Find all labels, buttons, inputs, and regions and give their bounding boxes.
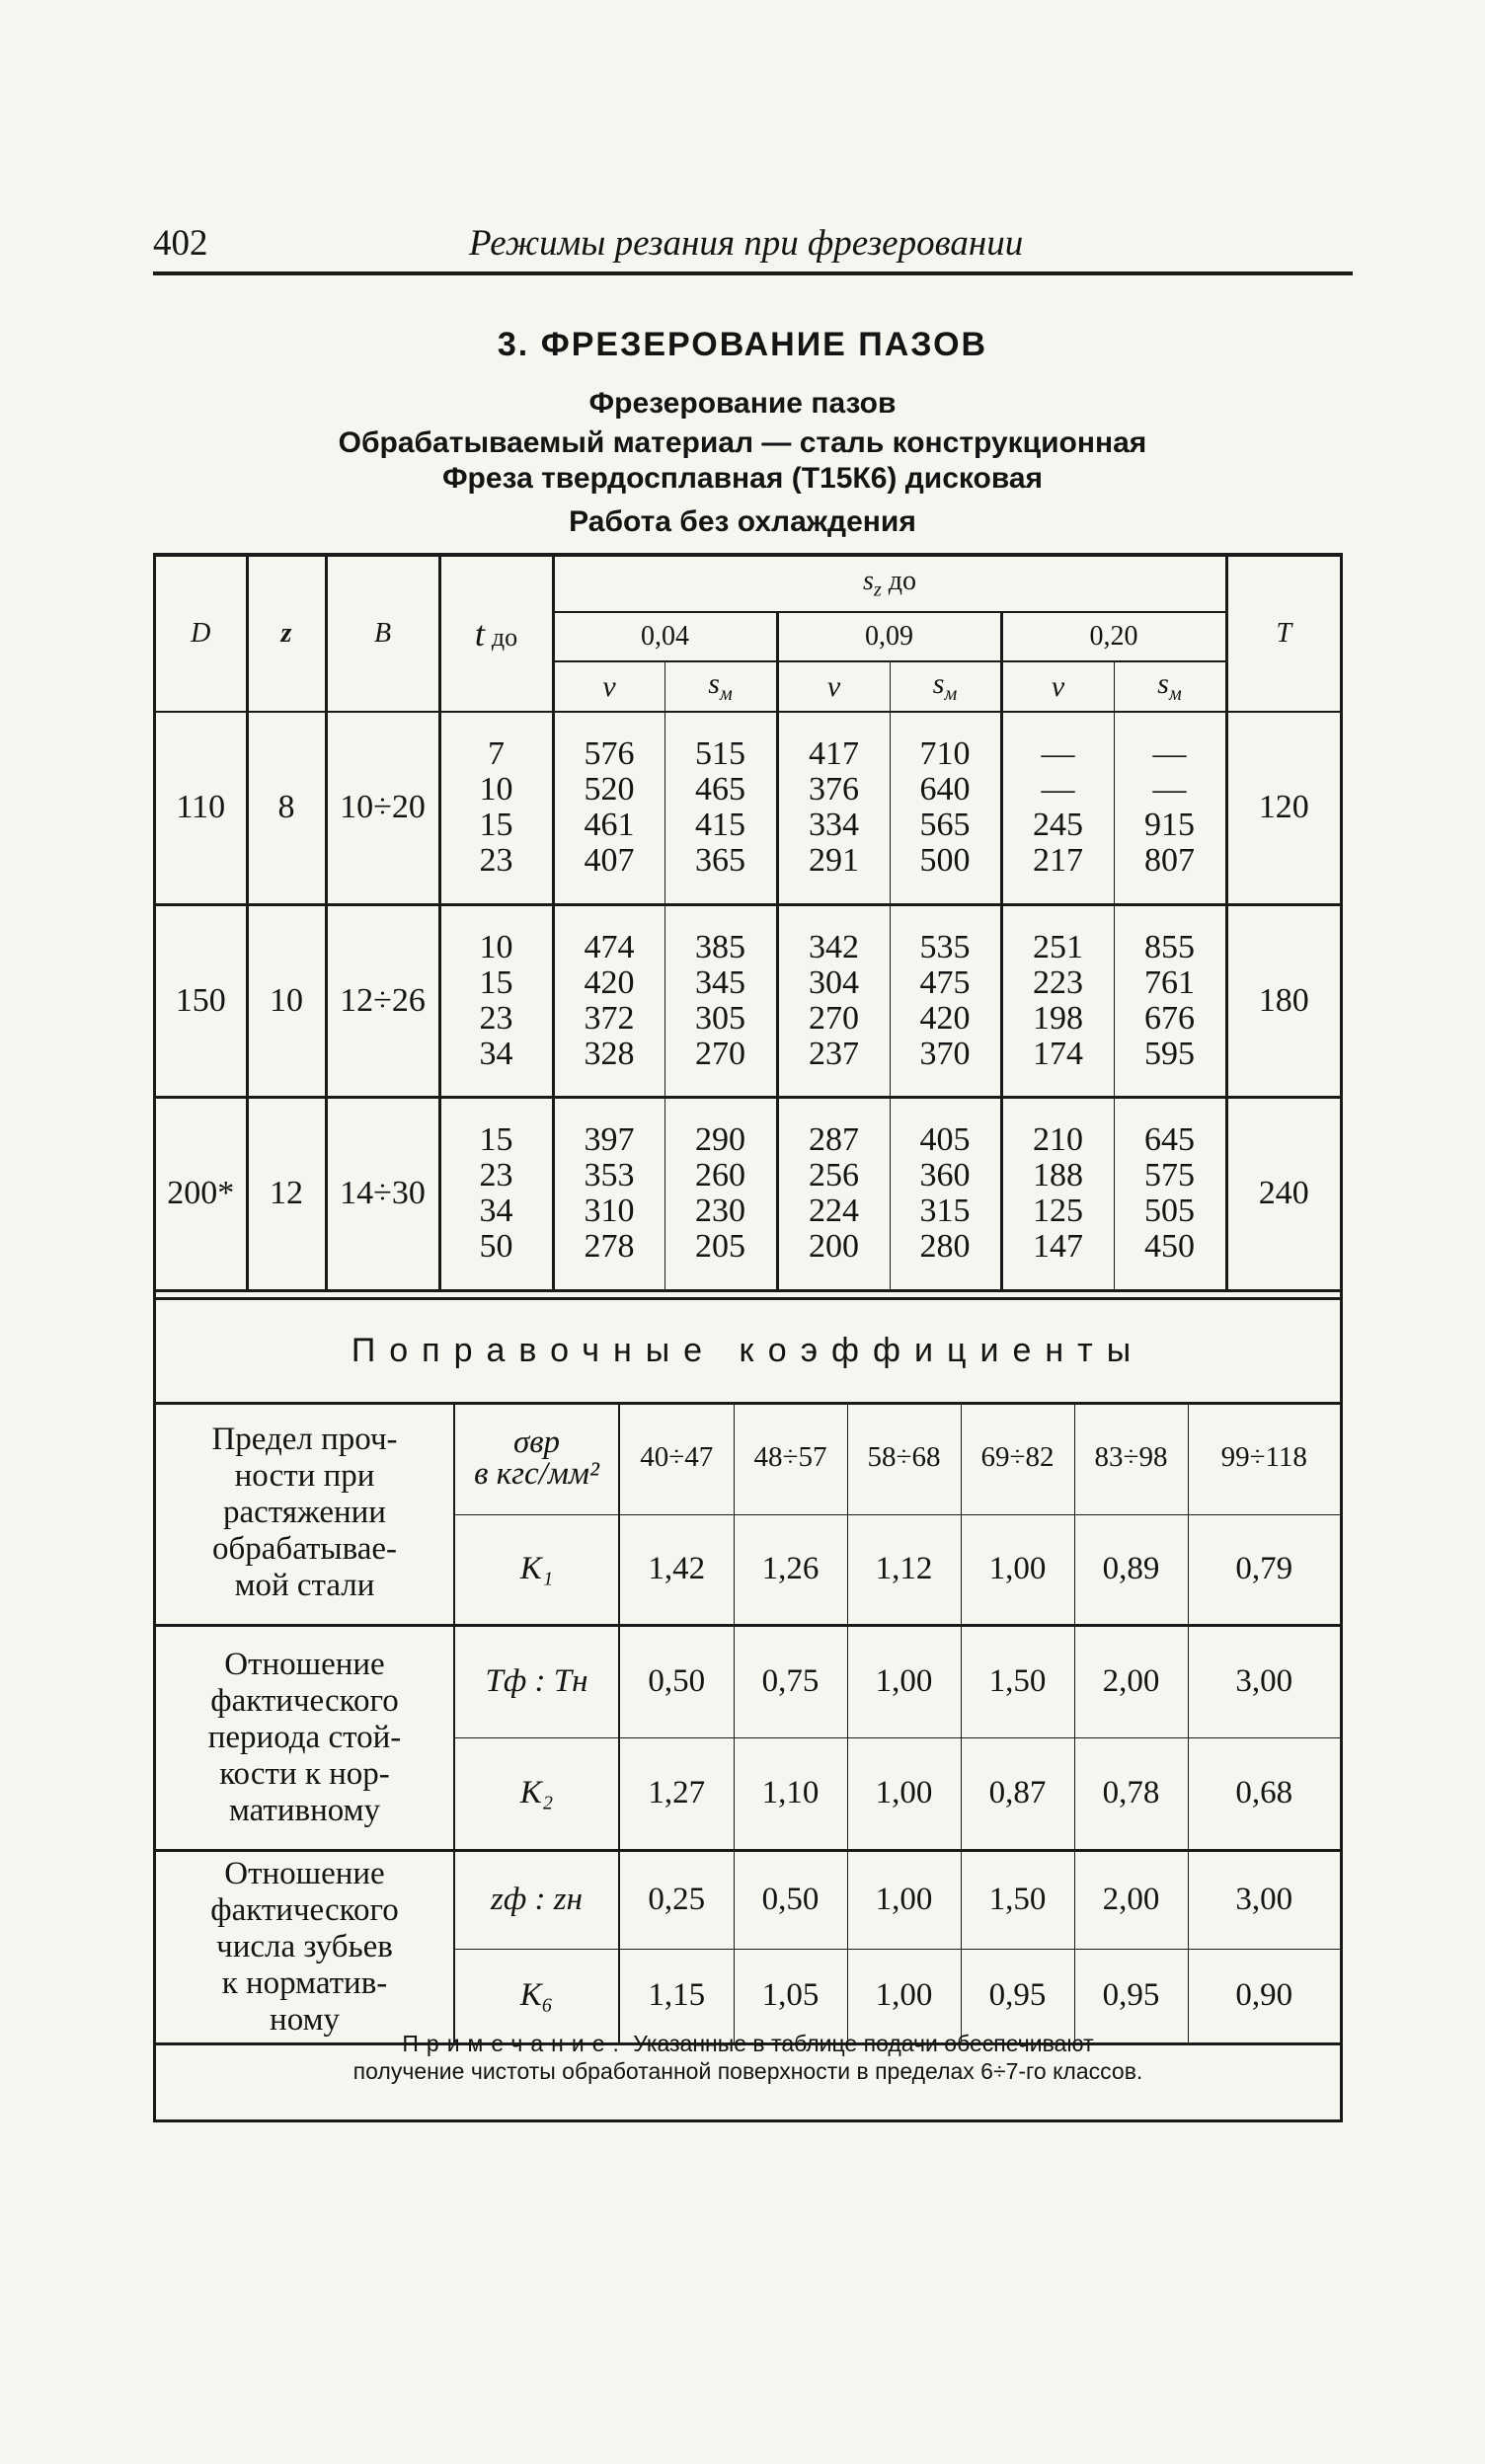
correction-value: 1,05 bbox=[734, 1949, 847, 2043]
table-row bbox=[156, 904, 1340, 1097]
header-sm-symbol: s bbox=[708, 667, 720, 700]
correction-key: K₂ bbox=[454, 1737, 619, 1850]
cell-v: 417 376 334 291 bbox=[777, 712, 890, 904]
correction-key: σвр в кгс/мм² bbox=[454, 1402, 619, 1514]
correction-value: 1,15 bbox=[619, 1949, 734, 2043]
correction-value: 0,95 bbox=[1074, 1949, 1188, 2043]
header-sz bbox=[553, 557, 1226, 612]
cell-sm: 405 360 315 280 bbox=[890, 1097, 1001, 1290]
cell-z: 8 bbox=[247, 712, 326, 904]
header-t-symbol: t bbox=[474, 614, 485, 654]
header-v: v bbox=[777, 661, 890, 712]
correction-value: 40÷47 bbox=[619, 1402, 734, 1514]
correction-row bbox=[156, 1402, 1340, 1514]
correction-value: 0,87 bbox=[961, 1737, 1074, 1850]
correction-value: 0,90 bbox=[1188, 1949, 1340, 2043]
cell-T: 120 bbox=[1226, 712, 1340, 904]
cell-sm: 645 575 505 450 bbox=[1114, 1097, 1226, 1290]
cell-sm: 710 640 565 500 bbox=[890, 712, 1001, 904]
correction-value: 0,79 bbox=[1188, 1514, 1340, 1625]
main-table bbox=[156, 557, 1340, 1292]
correction-value: 2,00 bbox=[1074, 1625, 1188, 1737]
correction-value: 1,50 bbox=[961, 1850, 1074, 1949]
header-t bbox=[439, 557, 553, 712]
cell-t: 10 15 23 34 bbox=[439, 904, 553, 1097]
corrections-table bbox=[156, 1402, 1340, 2045]
corrections-title: Поправочные коэффициенты bbox=[156, 1297, 1340, 1405]
cell-v: 397 353 310 278 bbox=[553, 1097, 664, 1290]
cell-v: 287 256 224 200 bbox=[777, 1097, 890, 1290]
section-subtitle: Фрезерование пазов bbox=[588, 387, 897, 420]
correction-value: 83÷98 bbox=[1074, 1402, 1188, 1514]
material-line: Обрабатываемый материал — сталь конструкционная bbox=[338, 426, 1147, 459]
correction-value: 0,75 bbox=[734, 1625, 847, 1737]
cell-z: 10 bbox=[247, 904, 326, 1097]
correction-value: 1,00 bbox=[847, 1949, 961, 2043]
page-number: 402 bbox=[153, 223, 208, 264]
cell-t: 7 10 15 23 bbox=[439, 712, 553, 904]
header-v: v bbox=[1001, 661, 1114, 712]
cell-v: — — 245 217 bbox=[1001, 712, 1114, 904]
cell-t: 15 23 34 50 bbox=[439, 1097, 553, 1290]
correction-key: K₁ bbox=[454, 1514, 619, 1625]
correction-value: 1,26 bbox=[734, 1514, 847, 1625]
header-sm bbox=[1114, 661, 1226, 712]
cell-v: 474 420 372 328 bbox=[553, 904, 664, 1097]
header-sm-sub: м bbox=[1168, 683, 1182, 705]
header-sm bbox=[664, 661, 777, 712]
section-title: 3. ФРЕЗЕРОВАНИЕ ПАЗОВ bbox=[497, 326, 988, 363]
cutter-line: Фреза твердосплавная (Т15К6) дисковая bbox=[441, 462, 1044, 495]
correction-value: 1,10 bbox=[734, 1737, 847, 1850]
cell-sm: 855 761 676 595 bbox=[1114, 904, 1226, 1097]
cell-sm: — — 915 807 bbox=[1114, 712, 1226, 904]
note-prefix: Примечание. bbox=[402, 2031, 627, 2056]
cooling-line: Работа без охлаждения bbox=[569, 505, 916, 538]
correction-value: 1,42 bbox=[619, 1514, 734, 1625]
correction-value: 0,89 bbox=[1074, 1514, 1188, 1625]
correction-row bbox=[156, 1625, 1340, 1737]
cell-v: 210 188 125 147 bbox=[1001, 1097, 1114, 1290]
correction-value: 3,00 bbox=[1188, 1850, 1340, 1949]
header-sz-suffix: до bbox=[888, 566, 916, 597]
correction-value: 0,50 bbox=[619, 1625, 734, 1737]
cell-B: 10÷20 bbox=[326, 712, 439, 904]
cell-sm: 290 260 230 205 bbox=[664, 1097, 777, 1290]
header-sm-symbol: s bbox=[1157, 667, 1169, 700]
note-line-1 bbox=[156, 2030, 1340, 2057]
correction-value: 99÷118 bbox=[1188, 1402, 1340, 1514]
cell-v: 251 223 198 174 bbox=[1001, 904, 1114, 1097]
correction-value: 69÷82 bbox=[961, 1402, 1074, 1514]
header-v: v bbox=[553, 661, 664, 712]
correction-value: 1,50 bbox=[961, 1625, 1074, 1737]
cell-T: 180 bbox=[1226, 904, 1340, 1097]
correction-value: 0,25 bbox=[619, 1850, 734, 1949]
header-sm-symbol: s bbox=[932, 667, 945, 700]
running-head bbox=[153, 222, 1353, 275]
cell-v: 576 520 461 407 bbox=[553, 712, 664, 904]
correction-label: Отношение фактического числа зубьев к норматив- ному bbox=[156, 1850, 454, 2043]
correction-row bbox=[156, 1850, 1340, 1949]
cell-sm: 385 345 305 270 bbox=[664, 904, 777, 1097]
correction-key: zф : zн bbox=[454, 1850, 619, 1949]
header-sz-symbol: s bbox=[863, 566, 874, 597]
cell-D: 110 bbox=[156, 712, 247, 904]
correction-value: 1,27 bbox=[619, 1737, 734, 1850]
header-z: z bbox=[247, 557, 326, 712]
cell-D: 200* bbox=[156, 1097, 247, 1290]
correction-value: 48÷57 bbox=[734, 1402, 847, 1514]
correction-value: 1,00 bbox=[847, 1625, 961, 1737]
feed-group: 0,09 bbox=[777, 612, 1001, 661]
correction-key: Tф : Tн bbox=[454, 1625, 619, 1737]
cell-sm: 515 465 415 365 bbox=[664, 712, 777, 904]
correction-value: 2,00 bbox=[1074, 1850, 1188, 1949]
correction-value: 3,00 bbox=[1188, 1625, 1340, 1737]
correction-label: Отношение фактического периода стой- кости к нор- мативному bbox=[156, 1625, 454, 1850]
cell-v: 342 304 270 237 bbox=[777, 904, 890, 1097]
header-sm-sub: м bbox=[944, 683, 958, 705]
correction-value: 0,68 bbox=[1188, 1737, 1340, 1850]
correction-value: 0,50 bbox=[734, 1850, 847, 1949]
header-sm bbox=[890, 661, 1001, 712]
table-note bbox=[156, 2030, 1340, 2085]
feed-group: 0,04 bbox=[553, 612, 777, 661]
note-text-2: получение чистоты обработанной поверхности в пределах 6÷7-го классов. bbox=[352, 2058, 1143, 2084]
cell-T: 240 bbox=[1226, 1097, 1340, 1290]
table-row bbox=[156, 712, 1340, 904]
header-t-suffix: до bbox=[491, 623, 518, 652]
correction-value: 1,00 bbox=[847, 1850, 961, 1949]
correction-value: 1,00 bbox=[847, 1737, 961, 1850]
header-sz-sub: z bbox=[873, 578, 882, 601]
running-title: Режимы резания при фрезеровании bbox=[469, 223, 1024, 264]
cell-B: 14÷30 bbox=[326, 1097, 439, 1290]
cell-D: 150 bbox=[156, 904, 247, 1097]
correction-value: 58÷68 bbox=[847, 1402, 961, 1514]
cell-B: 12÷26 bbox=[326, 904, 439, 1097]
header-T: T bbox=[1226, 557, 1340, 712]
header-D: D bbox=[156, 557, 247, 712]
correction-value: 0,78 bbox=[1074, 1737, 1188, 1850]
header-B: B bbox=[326, 557, 439, 712]
correction-key: K₆ bbox=[454, 1949, 619, 2043]
cell-sm: 535 475 420 370 bbox=[890, 904, 1001, 1097]
correction-value: 1,12 bbox=[847, 1514, 961, 1625]
table-frame bbox=[153, 553, 1343, 2122]
note-text: Указанные в таблице подачи обеспечивают bbox=[633, 2031, 1094, 2056]
feed-group: 0,20 bbox=[1001, 612, 1226, 661]
correction-value: 0,95 bbox=[961, 1949, 1074, 2043]
cell-z: 12 bbox=[247, 1097, 326, 1290]
correction-value: 1,00 bbox=[961, 1514, 1074, 1625]
correction-label: Предел проч- ности при растяжении обрабатывае- мой стали bbox=[156, 1402, 454, 1625]
header-sm-sub: м bbox=[719, 683, 733, 705]
table-row bbox=[156, 1097, 1340, 1290]
